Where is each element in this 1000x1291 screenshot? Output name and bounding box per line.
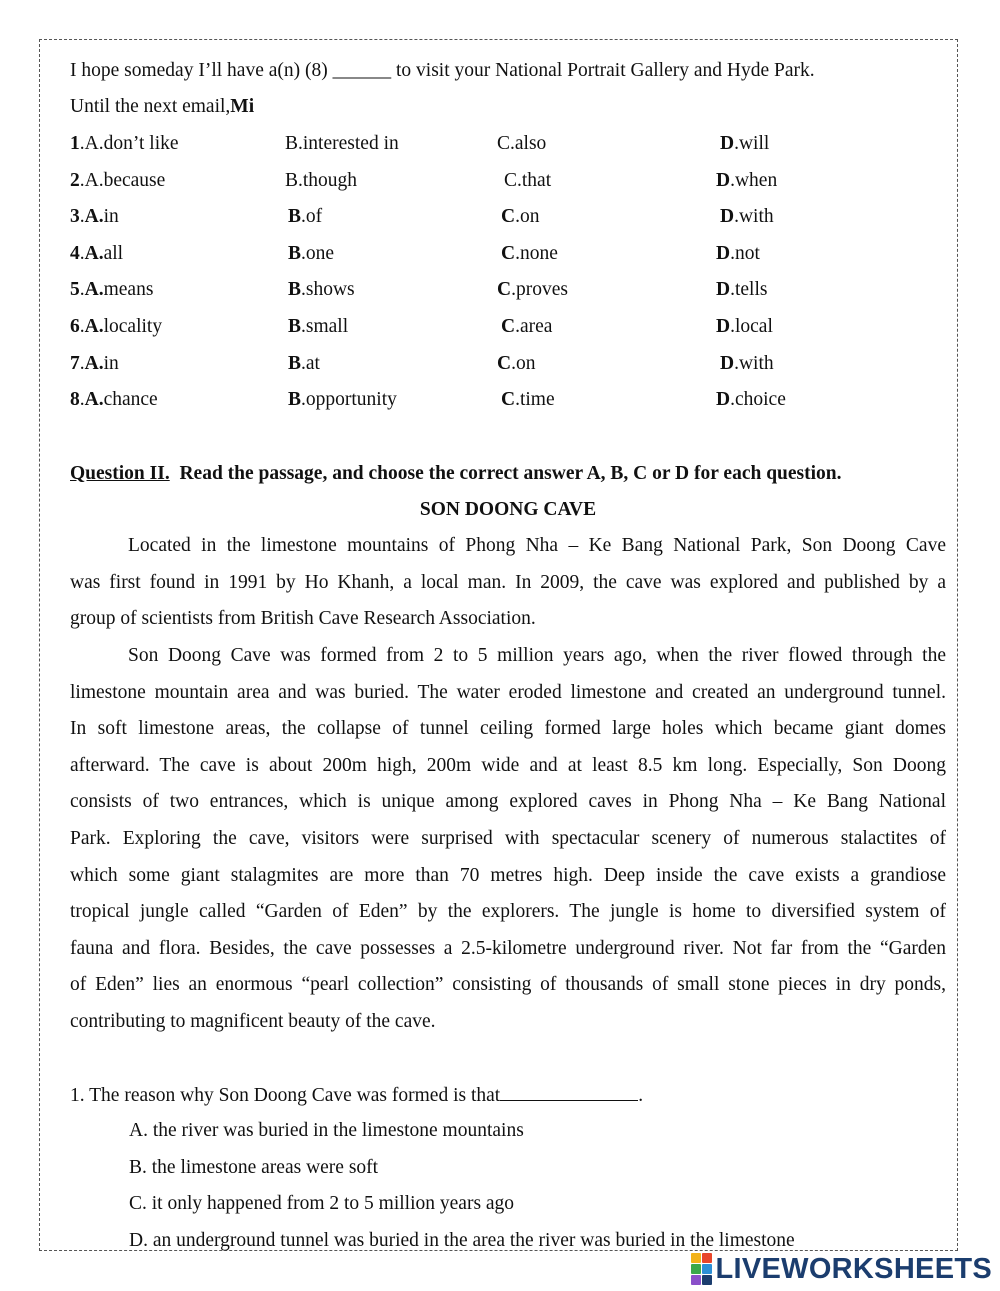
passage-line: tropical jungle called “Garden of Eden” by the explorers. The jungle is home to diversified system of [70, 901, 946, 923]
option-text: on [519, 206, 540, 228]
option-text: of [305, 206, 323, 228]
option-letter: B [288, 389, 302, 411]
option-text: at [305, 352, 320, 374]
passage-line: of Eden” lies an enormous “pearl collection” consisting of thousands of small stone pieces in dry ponds, [70, 974, 946, 996]
option-5-c[interactable]: C.proves [497, 279, 568, 301]
option-text: time [519, 389, 555, 411]
option-text: don’t like [103, 133, 179, 154]
option-letter: B [288, 316, 302, 337]
option-text: all [103, 242, 124, 264]
question2-heading [70, 463, 842, 485]
option-text: with [738, 352, 774, 374]
option-text: small [305, 316, 349, 337]
option-text: with [738, 206, 774, 228]
option-4-a[interactable]: 4.A.all [70, 242, 124, 264]
option-3-a[interactable]: 3.A.in [70, 206, 119, 228]
closing-text: Until the next email, [70, 96, 231, 117]
option-text: proves [515, 279, 568, 301]
option-text: will [738, 133, 770, 154]
option-8-c[interactable]: C.time [501, 389, 555, 411]
question-number: 8 [70, 389, 80, 411]
option-letter: A [84, 169, 99, 191]
option-text: in [103, 352, 119, 374]
question2-label: Question II. [70, 463, 170, 484]
passage-line: limestone mountain area and was buried. The water eroded limestone and created an underground tunnel. [70, 681, 946, 703]
option-text: tells [734, 279, 768, 301]
question-number: 7 [70, 352, 80, 374]
option-letter: D [720, 352, 735, 374]
passage-line: Located in the limestone mountains of Phong Nha – Ke Bang National Park, Son Doong Cave [128, 535, 946, 556]
option-8-d[interactable]: D.choice [716, 389, 786, 411]
q1-choice-b[interactable]: B. the limestone areas were soft [129, 1156, 379, 1178]
option-6-c[interactable]: C.area [501, 316, 553, 337]
option-letter: D [720, 133, 735, 154]
liveworksheets-logo[interactable] [691, 1252, 993, 1286]
question-number: 6 [70, 316, 80, 337]
option-letter: B [285, 133, 299, 154]
option-text: though [302, 169, 358, 191]
logo-cube [691, 1264, 701, 1274]
q1-choice-d[interactable]: D. an underground tunnel was buried in the area the river was buried in the limestone [129, 1229, 795, 1251]
option-text: local [734, 316, 773, 337]
option-8-a[interactable]: 8.A.chance [70, 389, 158, 411]
option-letter: C [497, 352, 512, 374]
option-6-a[interactable]: 6.A.locality [70, 316, 163, 337]
q1-choice-c[interactable]: C. it only happened from 2 to 5 million years ago [129, 1193, 515, 1215]
logo-cube [691, 1275, 701, 1285]
logo-cube [702, 1264, 712, 1274]
option-2-c[interactable]: C.that [504, 169, 552, 191]
option-letter: C [501, 389, 516, 411]
option-2-d[interactable]: D.when [716, 169, 778, 191]
option-5-b[interactable]: B.shows [288, 279, 355, 301]
option-letter: D [716, 316, 731, 337]
logo-text: LIVEWORKSHEETS [715, 1252, 992, 1285]
option-letter: C [497, 133, 511, 154]
logo-cube [702, 1253, 712, 1263]
option-4-c[interactable]: C.none [501, 242, 558, 264]
option-text: means [103, 279, 154, 301]
passage-line: Son Doong Cave was formed from 2 to 5 million years ago, when the river flowed through the [128, 645, 946, 666]
option-3-b[interactable]: B.of [288, 206, 323, 228]
option-6-d[interactable]: D.local [716, 316, 773, 337]
option-letter: B [288, 242, 302, 264]
passage-line: was first found in 1991 by Ho Khanh, a local man. In 2009, the cave was explored and published by a [70, 571, 946, 593]
q1-stem-end: . [638, 1085, 644, 1106]
option-letter: C [497, 279, 512, 301]
option-letter: D [716, 279, 731, 301]
option-letter: B [288, 279, 302, 301]
logo-cubes-icon [691, 1253, 712, 1285]
option-letter: B [285, 169, 299, 191]
option-2-b[interactable]: B.though [285, 169, 358, 191]
passage-line: In soft limestone areas, the collapse of tunnel ceiling formed large holes which became giant domes [70, 718, 946, 740]
question-number: 4 [70, 242, 80, 264]
option-text: shows [305, 279, 355, 301]
option-6-b[interactable]: B.small [288, 316, 349, 337]
option-text: none [519, 242, 558, 264]
option-text: on [515, 352, 536, 374]
passage-line: consists of two entrances, which is unique among explored caves in Phong Nha – Ke Bang National [70, 791, 946, 813]
option-2-a[interactable]: 2.A.because [70, 169, 166, 191]
option-text: opportunity [305, 389, 397, 411]
option-letter: D [716, 169, 731, 191]
option-1-c[interactable]: C.also [497, 133, 547, 154]
option-5-d[interactable]: D.tells [716, 279, 768, 301]
option-7-c[interactable]: C.on [497, 352, 536, 374]
option-letter: C [501, 242, 516, 264]
option-text: locality [103, 316, 163, 337]
option-letter: A [84, 316, 99, 337]
question-number: 5 [70, 279, 80, 301]
q1-choice-a[interactable]: A. the river was buried in the limestone mountains [129, 1120, 524, 1141]
passage-line: Park. Exploring the cave, visitors were surprised with spectacular scenery of numerous stalactites of [70, 828, 946, 849]
option-text: also [514, 133, 547, 154]
passage-line: group of scientists from British Cave Research Association. [70, 608, 536, 630]
option-letter: A [84, 389, 99, 411]
option-letter: B [288, 352, 302, 374]
signature: Mi [230, 96, 255, 117]
option-3-d[interactable]: D.with [720, 206, 774, 228]
q1-stem-text: 1. The reason why Son Doong Cave was formed is that [70, 1085, 501, 1106]
option-7-a[interactable]: 7.A.in [70, 352, 119, 374]
option-letter: B [288, 206, 302, 228]
option-8-b[interactable]: B.opportunity [288, 389, 397, 411]
letter-line-8: I hope someday I’ll have a(n) (8) ______ to visit your National Portrait Gallery and Hyde Park. [70, 60, 815, 81]
option-letter: A [84, 133, 99, 154]
option-7-b[interactable]: B.at [288, 352, 320, 374]
question-number: 1 [70, 133, 80, 154]
option-1-a[interactable]: 1.A.don’t like [70, 133, 179, 154]
question2-instruction: Read the passage, and choose the correct answer A, B, C or D for each question. [179, 463, 842, 484]
option-letter: A [84, 242, 99, 264]
option-letter: C [501, 316, 516, 337]
logo-cube [691, 1253, 701, 1263]
passage-line: fauna and flora. Besides, the cave possesses a 2.5-kilometre underground river. Not far from the “Garden [70, 937, 946, 959]
option-text: interested in [302, 133, 399, 154]
letter-closing [70, 96, 254, 118]
option-letter: C [504, 169, 518, 191]
option-letter: C [501, 206, 516, 228]
option-4-d[interactable]: D.not [716, 242, 760, 264]
option-3-c[interactable]: C.on [501, 206, 540, 228]
option-1-d[interactable]: D.will [720, 133, 770, 154]
logo-cube [702, 1275, 712, 1285]
passage-line: contributing to magnificent beauty of the cave. [70, 1011, 436, 1032]
option-text: not [734, 242, 760, 264]
option-letter: D [716, 242, 731, 264]
passage-line: which some giant stalagmites are more than 70 metres high. Deep inside the cave exists a grandiose [70, 864, 946, 886]
option-text: because [103, 169, 166, 191]
question-number: 2 [70, 169, 80, 191]
option-text: that [521, 169, 552, 191]
option-letter: A [84, 206, 99, 228]
option-4-b[interactable]: B.one [288, 242, 335, 264]
q1-stem [70, 1084, 643, 1107]
option-text: chance [103, 389, 158, 411]
option-letter: D [716, 389, 731, 411]
option-text: in [103, 206, 119, 228]
passage-line: afterward. The cave is about 200m high, 200m wide and at least 8.5 km long. Especially, Son Doong [70, 754, 946, 776]
option-text: choice [734, 389, 786, 411]
option-1-b[interactable]: B.interested in [285, 133, 399, 154]
passage-title: SON DOONG CAVE [419, 499, 597, 520]
question-number: 3 [70, 206, 80, 228]
option-7-d[interactable]: D.with [720, 352, 774, 374]
option-text: one [305, 242, 335, 264]
option-5-a[interactable]: 5.A.means [70, 279, 154, 301]
option-text: when [734, 169, 778, 191]
option-letter: A [84, 279, 99, 301]
option-letter: A [84, 352, 99, 374]
option-letter: D [720, 206, 735, 228]
q1-answer-blank[interactable] [500, 1084, 638, 1101]
option-text: area [519, 316, 553, 337]
